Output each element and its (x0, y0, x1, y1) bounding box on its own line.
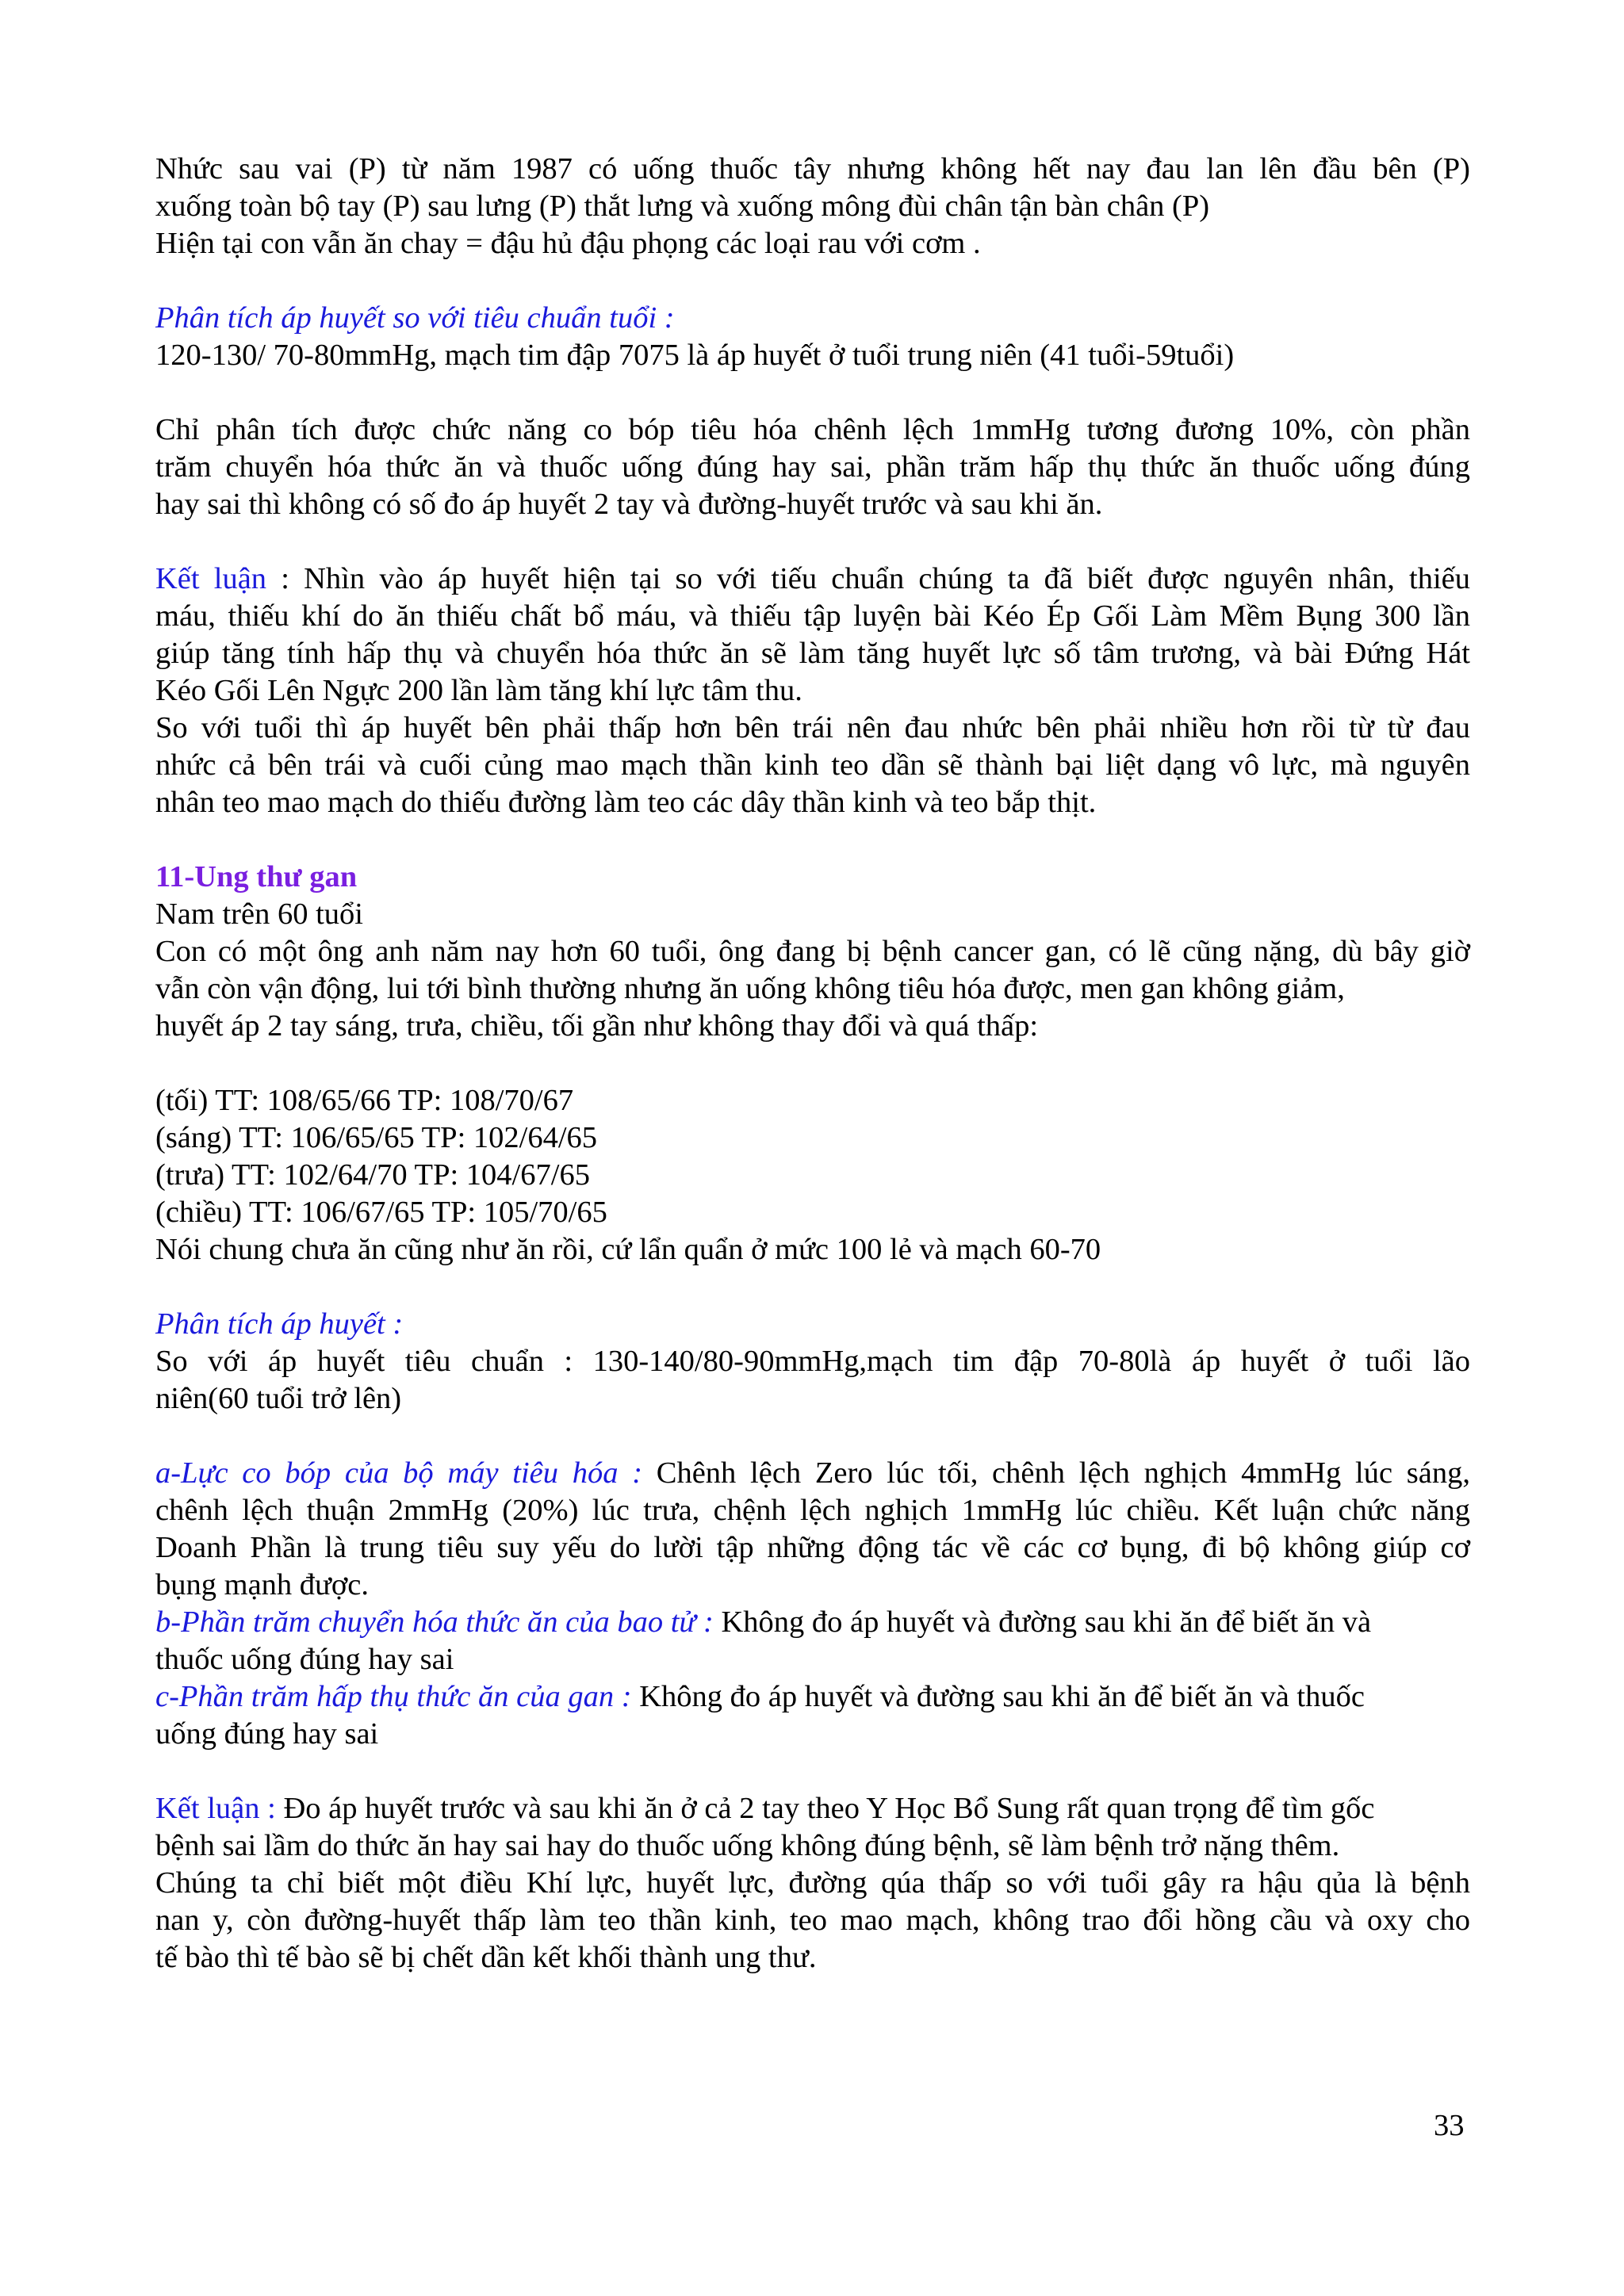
analysis-label: Phân tích áp huyết : (155, 1307, 404, 1341)
paragraph-gap (155, 1753, 1470, 1790)
text-line: bụng mạnh được. (155, 1568, 369, 1601)
document-page (155, 151, 1470, 1976)
reading-line: (trưa) TT: 102/64/70 TP: 104/67/65 (155, 1158, 590, 1192)
text-line (155, 1604, 1470, 1641)
text-line: huyết áp 2 tay sáng, trưa, chiều, tối gần như không thay đổi và quá thấp: (155, 1009, 1039, 1043)
reading-line: (sáng) TT: 106/65/65 TP: 102/64/65 (155, 1121, 598, 1154)
text-span: Không đo áp huyết và đường sau khi ăn để biết ăn và (713, 1605, 1372, 1639)
text-line: So với tuổi thì áp huyết bên phải thấp hơn bên trái nên đau nhức bên phải nhiều hơn rồi từ từ đau (155, 711, 1470, 744)
text-line: 120-130/ 70-80mmHg, mạch tim đập 7075 là áp huyết ở tuổi trung niên (41 tuổi-59tuổi) (155, 339, 1235, 372)
paragraph-gap (155, 374, 1470, 411)
text-line: nan y, còn đường-huyết thấp làm teo thần kinh, teo mao mạch, không trao đổi hồng cầu và oxy cho (155, 1904, 1470, 1937)
paragraph-gap (155, 1269, 1470, 1306)
text-line: vẫn còn vận động, lui tới bình thường nhưng ăn uống không tiêu hóa được, men gan không giảm, (155, 972, 1345, 1005)
text-line: Chúng ta chỉ biết một điều Khí lực, huyết lực, đường qúa thấp so với tuổi gây ra hậu qủa là bệnh (155, 1866, 1470, 1900)
text-line: uống đúng hay sai (155, 1717, 379, 1751)
text-line (155, 1455, 1470, 1492)
text-line: Hiện tại con vẫn ăn chay = đậu hủ đậu phọng các loại rau với cơm . (155, 227, 981, 260)
text-line: Kéo Gối Lên Ngực 200 lần làm tăng khí lực tâm thu. (155, 674, 802, 707)
text-line: nhức cả bên trái và cuối củng mao mạch thần kinh teo dần sẽ thành bại liệt dạng vô lực, mà nguyên (155, 748, 1470, 782)
paragraph-gap (155, 1045, 1470, 1082)
text-line: So với áp huyết tiêu chuẩn : 130-140/80-90mmHg,mạch tim đập 70-80là áp huyết ở tuổi lão (155, 1345, 1470, 1378)
text-span: Đo áp huyết trước và sau khi ăn ở cả 2 tay theo Y Học Bổ Sung rất quan trọng để tìm gốc (275, 1792, 1375, 1825)
blood-pressure-readings (155, 1082, 1470, 1269)
analysis-label: Phân tích áp huyết so với tiêu chuẩn tuổi : (155, 301, 675, 335)
analysis-paragraph-2 (155, 1306, 1470, 1418)
section-11 (155, 859, 1470, 1045)
text-line: máu, thiếu khí do ăn thiếu chất bổ máu, và thiếu tập luyện bài Kéo Ép Gối Làm Mềm Bụng 300 lần (155, 599, 1470, 633)
text-line: hay sai thì không có số đo áp huyết 2 tay và đường-huyết trước và sau khi ăn. (155, 488, 1103, 521)
text-line: giúp tăng tính hấp thụ và chuyển hóa thức ăn sẽ làm tăng huyết lực số tâm trương, và bài Đứng Hát (155, 637, 1470, 670)
text-line: tế bào thì tế bào sẽ bị chết dần kết khối thành ung thư. (155, 1941, 817, 1974)
text-span: Chênh lệch Zero lúc tối, chênh lệch nghịch 4mmHg lúc sáng, (642, 1456, 1470, 1490)
paragraph-gap (155, 821, 1470, 859)
text-line: bệnh sai lầm do thức ăn hay sai hay do thuốc uống không đúng bệnh, sẽ làm bệnh trở nặng thêm. (155, 1829, 1340, 1862)
text-line: nhân teo mao mạch do thiếu đường làm teo các dây thần kinh và teo bắp thịt. (155, 786, 1097, 819)
conclusion-paragraph-2 (155, 1790, 1470, 1976)
item-a-label: a-Lực co bóp của bộ máy tiêu hóa : (155, 1456, 643, 1490)
analysis-items (155, 1455, 1470, 1753)
text-line: Doanh Phần là trung tiêu suy yếu do lười tập những động tác về các cơ bụng, đi bộ không giúp cơ (155, 1531, 1470, 1564)
text-line: Con có một ông anh năm nay hơn 60 tuổi, ông đang bị bệnh cancer gan, có lẽ cũng nặng, dù bây giờ (155, 935, 1470, 968)
text-line: Chỉ phân tích được chức năng co bóp tiêu hóa chênh lệch 1mmHg tương đương 10%, còn phần (155, 413, 1470, 446)
analysis-paragraph-1 (155, 300, 1470, 374)
text-span: Không đo áp huyết và đường sau khi ăn để biết ăn và thuốc (631, 1680, 1365, 1713)
paragraph-gap (155, 523, 1470, 561)
conclusion-label: Kết luận : (155, 1792, 276, 1825)
text-line: chênh lệch thuận 2mmHg (20%) lúc trưa, chệnh lệch nghịch 1mmHg lúc chiều. Kết luận chức năng (155, 1494, 1470, 1527)
text-line: thuốc uống đúng hay sai (155, 1643, 454, 1676)
text-line: xuống toàn bộ tay (P) sau lưng (P) thắt lưng và xuống mông đùi chân tận bàn chân (P) (155, 189, 1210, 223)
page-number: 33 (1434, 2109, 1465, 2142)
item-b-label: b-Phần trăm chuyển hóa thức ăn của bao tử : (155, 1605, 714, 1639)
text-line (155, 1678, 1470, 1716)
text-line: Nhức sau vai (P) từ năm 1987 có uống thuốc tây nhưng không hết nay đau lan lên đầu bên (P) (155, 152, 1470, 186)
reading-line: (chiều) TT: 106/67/65 TP: 105/70/65 (155, 1196, 607, 1229)
paragraph-gap (155, 262, 1470, 300)
conclusion-paragraph-1 (155, 561, 1470, 821)
intro-paragraph (155, 151, 1470, 262)
analysis-detail-paragraph (155, 411, 1470, 523)
section-heading: 11-Ung thư gan (155, 860, 358, 894)
text-span: : Nhìn vào áp huyết hiện tại so với tiếu chuẩn chúng ta đã biết được nguyên nhân, thiếu (266, 562, 1470, 595)
conclusion-label: Kết luận (155, 562, 267, 595)
paragraph-gap (155, 1418, 1470, 1455)
item-c-label: c-Phần trăm hấp thụ thức ăn của gan : (155, 1680, 632, 1713)
text-line (155, 561, 1470, 598)
section-subtitle: Nam trên 60 tuổi (155, 897, 363, 931)
reading-line: (tối) TT: 108/65/66 TP: 108/70/67 (155, 1084, 574, 1117)
text-line: trăm chuyển hóa thức ăn và thuốc uống đúng hay sai, phần trăm hấp thụ thức ăn thuốc uống đúng (155, 450, 1470, 484)
text-line: niên(60 tuổi trở lên) (155, 1382, 402, 1415)
text-line (155, 1790, 1470, 1827)
reading-line: Nói chung chưa ăn cũng như ăn rồi, cứ lẩn quẩn ở mức 100 lẻ và mạch 60-70 (155, 1233, 1101, 1266)
